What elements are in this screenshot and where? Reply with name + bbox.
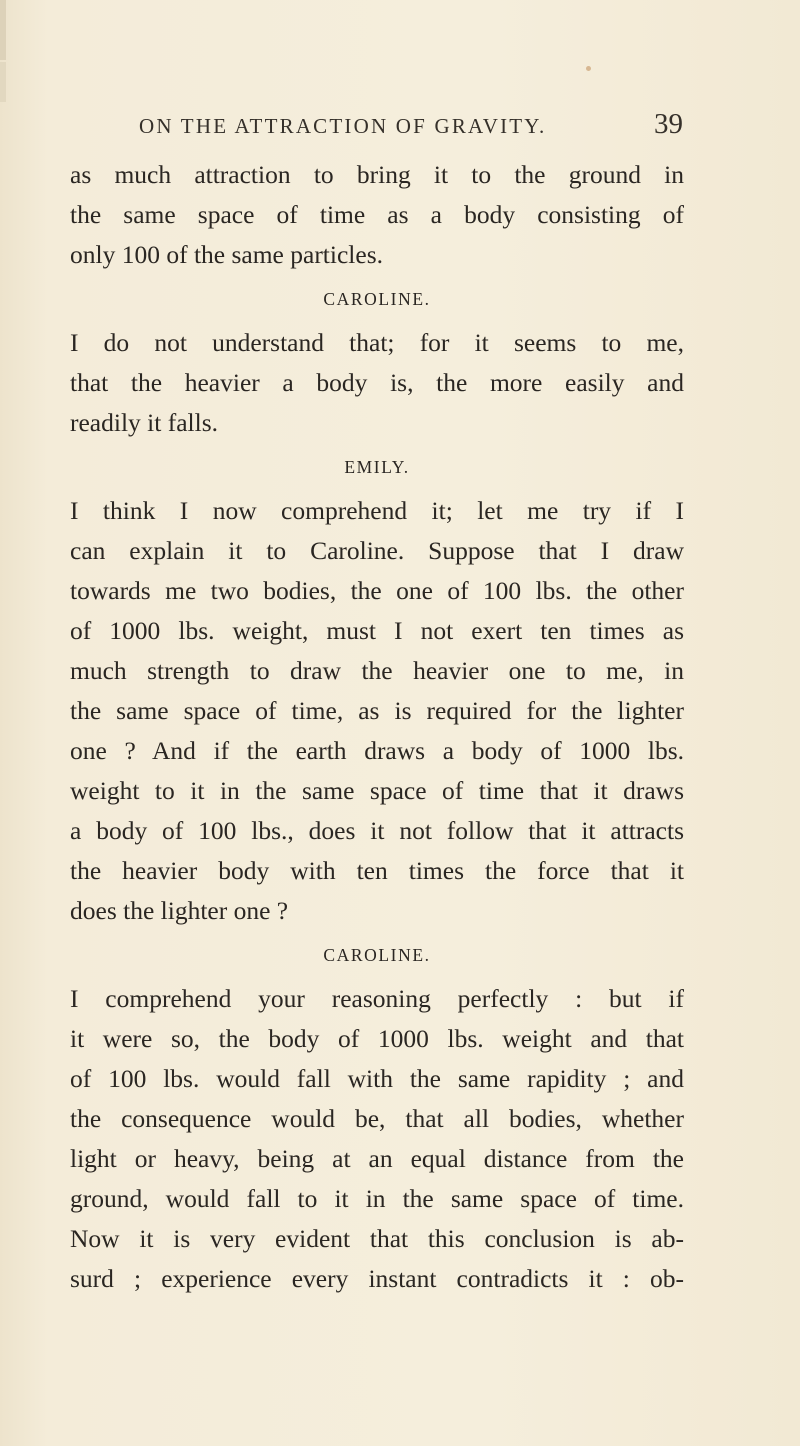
text-line: one ? And if the earth draws a body of 1000 lbs.	[70, 736, 684, 765]
text-line: I think I now comprehend it; let me try if I	[70, 496, 684, 525]
text-line: much strength to draw the heavier one to me, in	[70, 656, 684, 685]
text-line: of 100 lbs. would fall with the same rapidity ; and	[70, 1064, 684, 1093]
text-line: the same space of time, as is required for the lighter	[70, 696, 684, 725]
text-line: readily it falls.	[70, 408, 218, 437]
paper-speck	[586, 66, 591, 71]
text-line: I do not understand that; for it seems to me,	[70, 328, 684, 357]
body-text	[70, 155, 684, 1299]
text-line: light or heavy, being at an equal distance from the	[70, 1144, 684, 1173]
running-title: ON THE ATTRACTION OF GRAVITY.	[139, 114, 547, 138]
text-line: it were so, the body of 1000 lbs. weight and that	[70, 1024, 684, 1053]
page-number: 39	[654, 108, 683, 140]
text-line: ground, would fall to it in the same space of time.	[70, 1184, 684, 1213]
text-line: can explain it to Caroline. Suppose that I draw	[70, 536, 684, 565]
text-line: a body of 100 lbs., does it not follow that it attracts	[70, 816, 684, 845]
speaker-name: CAROLINE.	[323, 945, 431, 965]
text-line: towards me two bodies, the one of 100 lbs. the other	[70, 576, 684, 605]
text-line: only 100 of the same particles.	[70, 240, 383, 269]
text-line: does the lighter one ?	[70, 896, 289, 925]
text-line: weight to it in the same space of time that it draws	[70, 776, 684, 805]
speaker-name: EMILY.	[344, 457, 410, 477]
text-line: surd ; experience every instant contradicts it : ob-	[70, 1264, 684, 1293]
running-head	[139, 108, 683, 148]
text-line: Now it is very evident that this conclusion is ab-	[70, 1224, 684, 1253]
speaker-name: CAROLINE.	[323, 289, 431, 309]
page-edge-shadow	[0, 0, 6, 60]
text-line: that the heavier a body is, the more easily and	[70, 368, 684, 397]
page-edge-shadow	[0, 62, 6, 102]
text-line: as much attraction to bring it to the ground in	[70, 160, 684, 189]
text-line: the heavier body with ten times the force that it	[70, 856, 684, 885]
text-line: I comprehend your reasoning perfectly : but if	[70, 984, 684, 1013]
text-line: the same space of time as a body consisting of	[70, 200, 684, 229]
text-line: of 1000 lbs. weight, must I not exert ten times as	[70, 616, 684, 645]
text-line: the consequence would be, that all bodies, whether	[70, 1104, 684, 1133]
